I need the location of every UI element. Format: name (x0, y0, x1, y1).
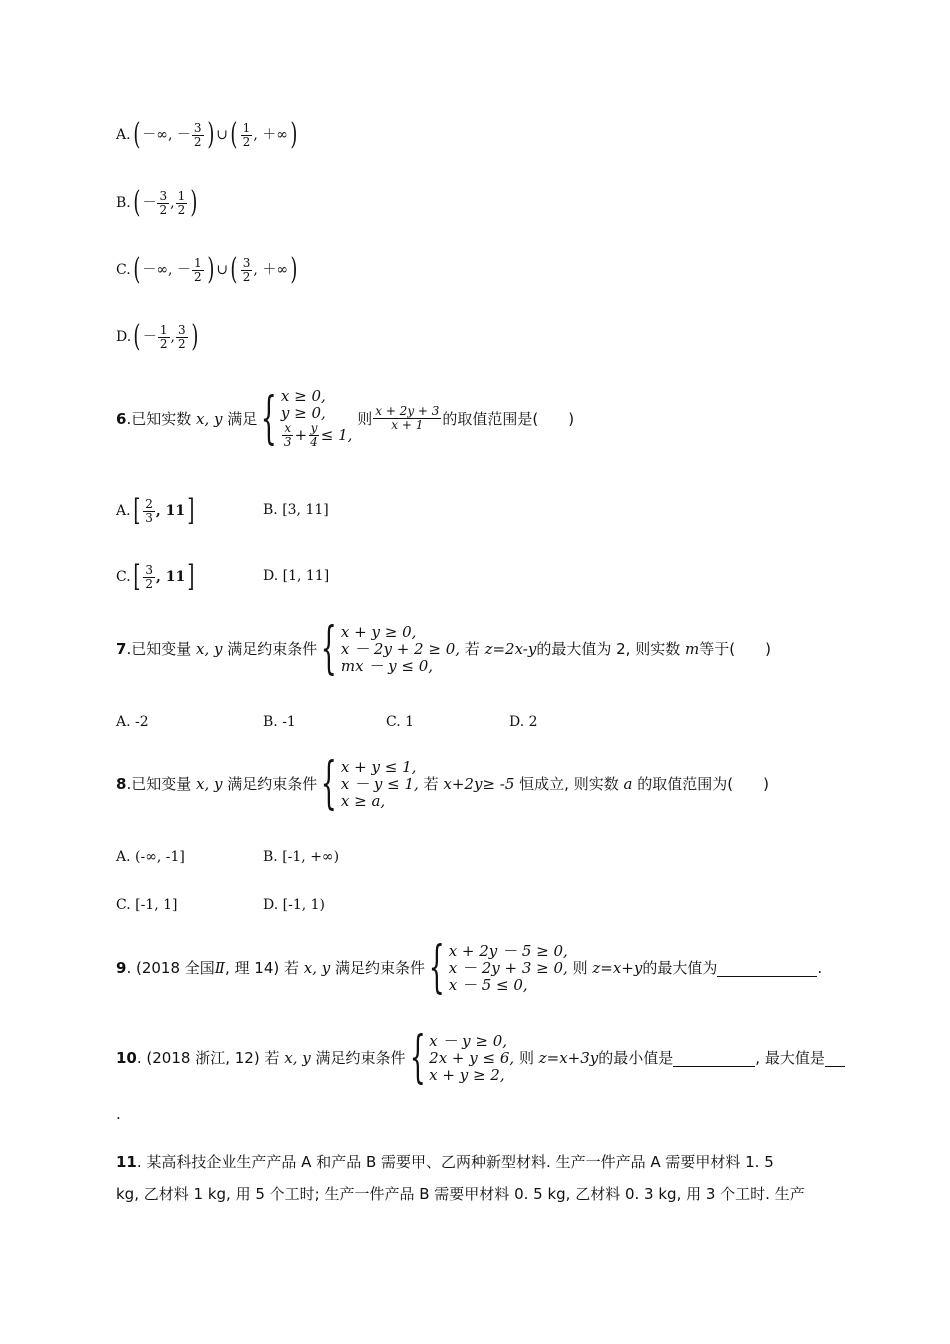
fraction: $\frac{3}{2}$ (193, 120, 202, 149)
q7-option-a: A. -2 (116, 714, 149, 730)
question-text: 的最大值为 (642, 959, 718, 977)
question-text: kg, 乙材料 1 kg, 用 5 个工时; 生产一件产品 B 需要甲材料 0. 5 kg, 乙材料 0. 3 kg, 用 3 个工时. 生产 (116, 1185, 805, 1203)
constraint-system: { x + 2y － 5 ≥ 0, x － 2y + 3 ≥ 0, x － 5 ≤ 0, (428, 935, 568, 1000)
q8-option-b: B. [-1, +∞) (263, 849, 340, 865)
interval-part: , ＋∞ (253, 262, 288, 278)
q10-period: . (116, 1105, 121, 1123)
interval-part: , ＋∞ (253, 127, 288, 143)
question-text: 则 (357, 409, 373, 428)
objective-expression: z=2x-y (484, 640, 537, 658)
option-label: B. (116, 195, 131, 211)
question-6 (116, 385, 575, 451)
q5-option-c: C. ( －∞, － $\frac{1}{2}$ ) ∪ ( $\frac{3}{2}$ , ＋∞ ) (116, 252, 298, 287)
question-text: 恒成立, 则实数 (519, 775, 619, 793)
constraint-system: { x ≥ 0, y ≥ 0, $\frac{x}{3}$ + $\frac{y}{4}$ ≤ 1, (261, 385, 353, 451)
interval-part: , 11 (156, 569, 186, 585)
q5-option-a: A. ( －∞, － $\frac{3}{2}$ ) ∪ ( $\frac{1}{2}$ , ＋∞ ) (116, 117, 298, 152)
period: . (817, 959, 823, 977)
variables: x, y (196, 775, 223, 793)
fraction-expression: $\frac{x + 2y + 3}{x + 1}$ (375, 404, 440, 432)
question-number: 6 (116, 409, 127, 428)
minus-sign: － (142, 195, 157, 211)
answer-blank[interactable] (717, 960, 817, 977)
variables: x, y (303, 959, 331, 977)
question-text: 若 (464, 640, 480, 658)
interval-part: －∞, (142, 262, 173, 278)
question-text: 则 (572, 959, 588, 977)
q6-option-d: D. [1, 11] (263, 568, 330, 584)
union-symbol: ∪ (216, 127, 228, 143)
question-text: , 理 14) 若 (224, 959, 299, 977)
q7-option-d: D. 2 (509, 714, 538, 730)
question-text: .已知实数 (126, 409, 192, 428)
interval-part: －∞, (142, 127, 173, 143)
constraint-system: { x + y ≤ 1, x － y ≤ 1, x ≥ a, (321, 751, 419, 816)
option-label: C. (116, 262, 131, 278)
minus-sign: － (176, 127, 191, 143)
fraction: $\frac{1}{2}$ (177, 188, 186, 217)
question-text: . 某高科技企业生产产品 A 和产品 B 需要甲、乙两种新型材料. 生产一件产品 A 需要甲材料 1. 5 (136, 1153, 774, 1171)
constraint: x － y ≤ 1, (340, 774, 419, 793)
constraint: x － 2y + 2 ≥ 0, (340, 639, 460, 658)
constraint: x － y ≥ 0, (429, 1031, 508, 1050)
question-text: 则 (518, 1049, 534, 1067)
question-text: 若 (423, 775, 439, 793)
fraction: $\frac{3}{2}$ (159, 188, 168, 217)
question-text: . (2018 全国 (126, 959, 215, 977)
question-text: 满足约束条件 (227, 640, 318, 658)
question-number: 11 (116, 1153, 137, 1171)
constraint: 2x + y ≤ 6, (429, 1048, 515, 1067)
question-text: 的取值范围为( ) (637, 775, 769, 793)
fraction: $\frac{3}{2}$ (242, 255, 251, 284)
separator: , (170, 195, 175, 211)
option-label: A. (116, 503, 131, 519)
constraint: mx － y ≤ 0, (340, 656, 434, 675)
fraction: $\frac{1}{2}$ (159, 322, 168, 351)
objective-expression: z=x+y (592, 959, 643, 977)
constraint: x ≥ a, (340, 791, 386, 810)
question-text: . (2018 浙江, 12) 若 (136, 1049, 280, 1067)
constraint-system: { x － y ≥ 0, 2x + y ≤ 6, x + y ≥ 2, (409, 1025, 515, 1090)
q7-option-c: C. 1 (386, 714, 415, 730)
q6-option-b: B. [3, 11] (263, 502, 329, 518)
separator: , (170, 329, 175, 345)
q6-option-a: A. [ $\frac{2}{3}$ , 11 ] (116, 493, 195, 528)
question-7 (116, 616, 771, 681)
question-number: 7 (116, 640, 127, 658)
question-text: 的最大值为 2, 则实数 (536, 640, 681, 658)
q8-option-d: D. [-1, 1) (263, 897, 325, 913)
fraction: $\frac{1}{2}$ (242, 120, 251, 149)
answer-blank-max[interactable] (825, 1050, 845, 1067)
minus-sign: － (142, 329, 157, 345)
question-text: 的取值范围是( ) (442, 409, 575, 428)
option-label: D. (116, 329, 132, 345)
inequality-expression: x+2y≥ -5 (443, 775, 515, 793)
objective-expression: z=x+3y (538, 1049, 599, 1067)
question-text: 满足约束条件 (227, 775, 318, 793)
question-10 (116, 1025, 845, 1090)
question-9 (116, 935, 823, 1000)
question-text: .已知变量 (126, 775, 192, 793)
question-text: , 最大值是 (755, 1049, 825, 1067)
variable: a (623, 775, 633, 793)
constraint: x + 2y － 5 ≥ 0, (448, 941, 568, 960)
question-8 (116, 751, 769, 816)
question-text: 的最小值是 (598, 1049, 674, 1067)
question-number: 10 (116, 1049, 137, 1067)
fraction: $\frac{1}{2}$ (193, 255, 202, 284)
q5-option-b: B. ( － $\frac{3}{2}$ , $\frac{1}{2}$ ) (116, 185, 198, 220)
question-text: 满足约束条件 (315, 1049, 406, 1067)
constraint: y ≥ 0, (280, 404, 326, 422)
union-symbol: ∪ (216, 262, 229, 278)
constraint: x － 2y + 3 ≥ 0, (448, 958, 568, 977)
constraint: $\frac{x}{3}$ + $\frac{y}{4}$ ≤ 1, (283, 421, 353, 449)
constraint-system: { x + y ≥ 0, x － 2y + 2 ≥ 0, mx － y ≤ 0, (321, 616, 460, 681)
question-text: 满足 (227, 409, 258, 428)
interval-part: , 11 (155, 503, 186, 519)
option-label: A. (116, 127, 131, 143)
constraint: x + y ≤ 1, (340, 757, 417, 776)
constraint: x + y ≥ 2, (429, 1065, 505, 1084)
q6-option-c: C. [ $\frac{3}{2}$ , 11 ] (116, 559, 195, 594)
question-text: .已知变量 (126, 640, 192, 658)
fraction: $\frac{3}{2}$ (178, 322, 186, 351)
variables: x, y (196, 409, 223, 428)
constraint: x － 5 ≤ 0, (448, 975, 528, 994)
question-11-line-2 (116, 1184, 805, 1204)
option-label: C. (116, 569, 131, 585)
roman-numeral: Ⅱ (214, 959, 225, 977)
constraint: x + y ≥ 0, (340, 622, 417, 641)
question-number: 9 (116, 959, 127, 977)
answer-blank-min[interactable] (673, 1050, 755, 1067)
q8-option-a: A. (-∞, -1] (116, 849, 185, 865)
q5-option-d: D. ( － $\frac{1}{2}$ , $\frac{3}{2}$ ) (116, 319, 199, 354)
variables: x, y (196, 640, 223, 658)
constraint: x ≥ 0, (280, 387, 326, 405)
question-text: 等于( ) (699, 640, 771, 658)
variable: m (684, 640, 700, 658)
minus-sign: － (176, 262, 191, 278)
q7-option-b: B. -1 (263, 714, 296, 730)
q8-option-c: C. [-1, 1] (116, 897, 178, 913)
question-11-line-1 (116, 1152, 774, 1172)
question-text: 满足约束条件 (335, 959, 426, 977)
variables: x, y (284, 1049, 311, 1067)
question-number: 8 (116, 775, 127, 793)
